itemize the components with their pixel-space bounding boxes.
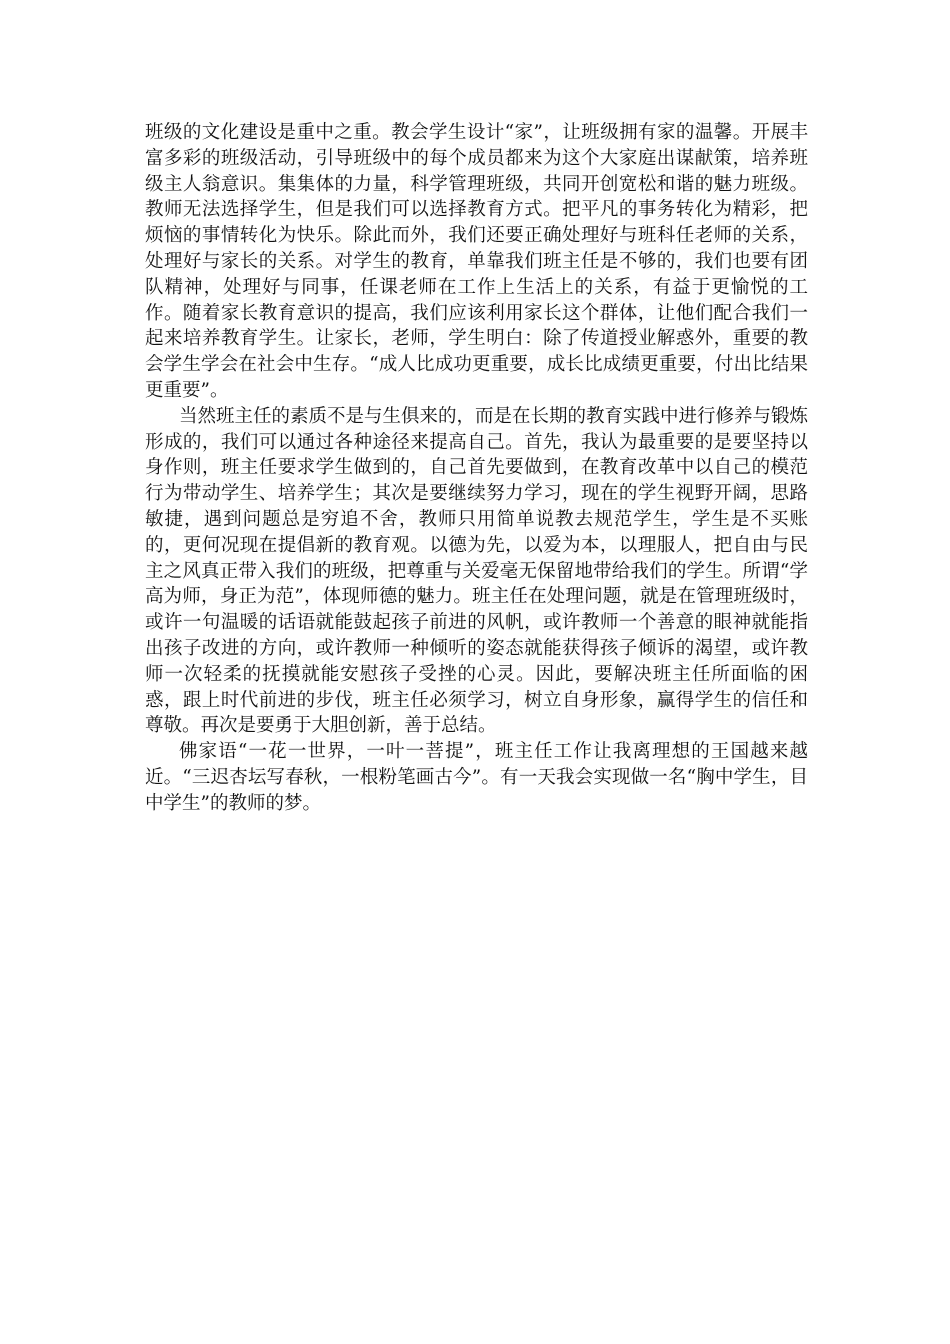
document-body bbox=[145, 120, 808, 817]
paragraph-class-culture: 班级的文化建设是重中之重。教会学生设计“家”，让班级拥有家的温馨。开展丰富多彩的班级活动，引导班级中的每个成员都来为这个大家庭出谋献策，培养班级主人翁意识。集集体的力量，科学管理班级，共同开创宽松和谐的魅力班级。教师无法选择学生，但是我们可以选择教育方式。把平凡的事务转化为精彩，把烦恼的事情转化为快乐。除此而外，我们还要正确处理好与班科任老师的关系，处理好与家长的关系。对学生的教育，单靠我们班主任是不够的，我们也要有团队精神，处理好与同事，任课老师在工作上生活上的关系，有益于更愉悦的工作。随着家长教育意识的提高，我们应该利用家长这个群体，让他们配合我们一起来培养教育学生。让家长，老师，学生明白：除了传道授业解惑外，重要的教会学生学会在社会中生存。“成人比成功更重要，成长比成绩更重要，付出比结果更重要”。 bbox=[145, 122, 808, 401]
paragraph-closing: 佛家语“一花一世界，一叶一菩提”，班主任工作让我离理想的王国越来越近。“三迟杏坛写春秋，一根粉笔画古今”。有一天我会实现做一名“胸中学生，目中学生”的教师的梦。 bbox=[145, 741, 808, 814]
paragraph-teacher-quality: 当然班主任的素质不是与生俱来的，而是在长期的教育实践中进行修养与锻炼形成的，我们可以通过各种途径来提高自己。首先，我认为最重要的是要坚持以身作则，班主任要求学生做到的，自己首先要做到，在教育改革中以自己的模范行为带动学生、培养学生；其次是要继续努力学习，现在的学生视野开阔，思路敏捷，遇到问题总是穷追不舍，教师只用简单说教去规范学生，学生是不买账的，更何况现在提倡新的教育观。以德为先，以爱为本，以理服人，把自由与民主之风真正带入我们的班级，把尊重与关爱毫无保留地带给我们的学生。所谓“学高为师，身正为范”，体现师德的魅力。班主任在处理问题，就是在管理班级时，或许一句温暖的话语就能鼓起孩子前进的风帆，或许教师一个善意的眼神就能指出孩子改进的方向，或许教师一种倾听的姿态就能获得孩子倾诉的渴望，或许教师一次轻柔的抚摸就能安慰孩子受挫的心灵。因此，要解决班主任所面临的困惑，跟上时代前进的步伐，班主任必须学习，树立自身形象，赢得学生的信任和尊敬。再次是要勇于大胆创新，善于总结。 bbox=[145, 405, 809, 737]
